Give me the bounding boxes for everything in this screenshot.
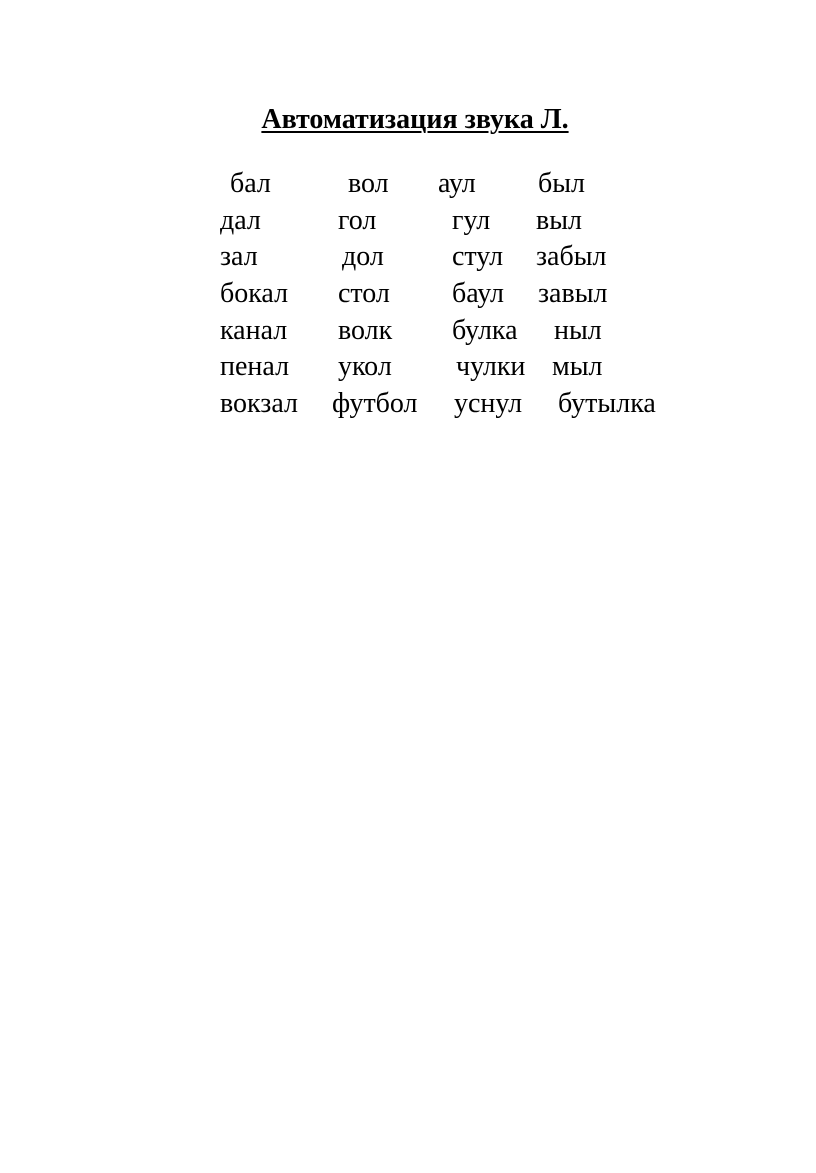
word-row <box>220 386 680 423</box>
word: волк <box>338 314 393 346</box>
word: футбол <box>332 388 418 420</box>
word: стул <box>452 241 504 273</box>
word-row <box>220 239 680 276</box>
word-row <box>220 349 680 386</box>
word-row <box>220 276 680 313</box>
word: канал <box>220 314 288 346</box>
word: гол <box>338 204 377 236</box>
word: был <box>538 168 586 199</box>
word: бал <box>230 168 271 199</box>
word: укол <box>338 351 392 383</box>
word-row <box>220 313 680 350</box>
word: дал <box>220 204 261 236</box>
word: аул <box>438 168 476 199</box>
page-title: Автоматизация звука Л. <box>261 104 569 135</box>
word: завыл <box>538 278 608 310</box>
word: мыл <box>552 351 603 383</box>
word: баул <box>452 278 504 310</box>
word: гул <box>452 204 491 236</box>
word: ныл <box>554 314 602 346</box>
word: стол <box>338 278 390 310</box>
word-row <box>220 203 680 240</box>
word: дол <box>342 241 384 273</box>
word: пенал <box>220 351 290 383</box>
word: бокал <box>220 278 289 310</box>
word: забыл <box>536 241 607 273</box>
word: вокзал <box>220 388 298 420</box>
word: бутылка <box>558 388 656 420</box>
word: чулки <box>456 351 526 383</box>
word: вол <box>348 168 389 199</box>
word: выл <box>536 204 583 236</box>
word-row <box>220 166 680 203</box>
word: уснул <box>454 388 523 420</box>
word-table <box>220 166 680 423</box>
word: зал <box>220 241 258 273</box>
word: булка <box>452 314 518 346</box>
